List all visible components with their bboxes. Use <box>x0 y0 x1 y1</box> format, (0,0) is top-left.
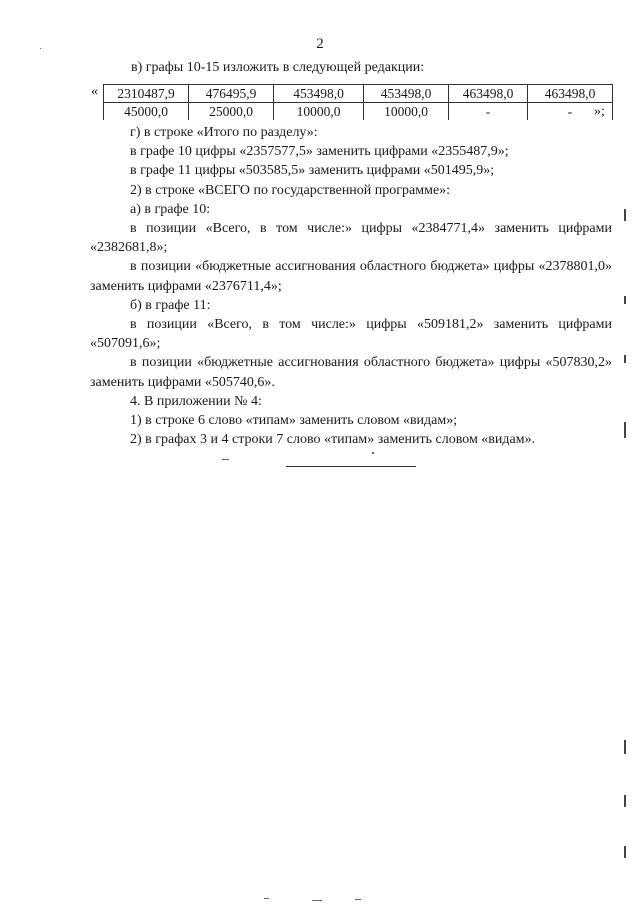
intro-line: в) графы 10-15 изложить в следующей редакции: <box>131 60 425 75</box>
table-cell: 453498,0 <box>274 85 364 103</box>
paragraph: г) в строке «Итого по разделу»: <box>130 125 318 140</box>
table-cell: - <box>528 103 613 121</box>
paragraph: а) в графе 10: <box>130 201 211 217</box>
scan-speck <box>40 48 41 49</box>
scan-margin-mark <box>624 422 626 438</box>
table-cell: 2310487,9 <box>104 85 189 103</box>
scan-speck <box>312 900 322 901</box>
page-number: 2 <box>316 36 324 52</box>
table-cell: 463498,0 <box>449 85 528 103</box>
paragraph: в позиции «бюджетные ассигнования областного бюджета» цифры «507830,2» заменить цифрами «505740,6». <box>90 355 612 390</box>
paragraph: б) в графе 11: <box>130 297 211 313</box>
paragraph: в позиции «Всего, в том числе:» цифры «2384771,4» заменить цифрами «2382681,8»; <box>90 221 612 256</box>
scan-speck <box>264 898 269 899</box>
table-cell: 463498,0 <box>528 85 613 103</box>
scan-speck <box>372 452 374 454</box>
table-quote-close: »; <box>594 104 605 119</box>
table-cell: 45000,0 <box>104 103 189 121</box>
scan-speck <box>222 459 229 460</box>
scan-speck <box>355 899 361 900</box>
table-cell: 476495,9 <box>189 85 274 103</box>
closing-divider-line <box>286 466 416 467</box>
scan-margin-mark <box>624 296 626 304</box>
table-cell: 10000,0 <box>364 103 449 121</box>
paragraph: в позиции «бюджетные ассигнования областного бюджета» цифры «2378801,0» заменить цифрами «2376711,4»; <box>90 259 612 294</box>
paragraph: 2) в строке «ВСЕГО по государственной программе»: <box>130 182 451 198</box>
table-cell: 10000,0 <box>274 103 364 121</box>
values-table <box>103 84 613 120</box>
table-quote-open: « <box>91 84 98 99</box>
paragraph: в графе 10 цифры «2357577,5» заменить цифрами «2355487,9»; <box>130 144 509 160</box>
paragraph: 1) в строке 6 слово «типам» заменить словом «видам»; <box>130 413 458 429</box>
paragraph: 2) в графах 3 и 4 строки 7 слово «типам» заменить словом «видам». <box>130 432 536 448</box>
scan-margin-mark <box>624 355 626 363</box>
paragraph: в позиции «Всего, в том числе:» цифры «509181,2» заменить цифрами «507091,6»; <box>90 317 612 352</box>
scan-margin-mark <box>624 846 626 858</box>
scan-margin-mark <box>624 209 626 221</box>
table-row <box>104 103 613 121</box>
body-text <box>90 123 612 449</box>
paragraph: в графе 11 цифры «503585,5» заменить цифрами «501495,9»; <box>130 163 495 179</box>
paragraph: 4. В приложении № 4: <box>130 393 262 409</box>
table-cell: - <box>449 103 528 121</box>
scan-margin-mark <box>624 795 626 807</box>
table-cell: 453498,0 <box>364 85 449 103</box>
table-row <box>104 85 613 103</box>
scan-margin-mark <box>624 740 626 754</box>
table-cell: 25000,0 <box>189 103 274 121</box>
